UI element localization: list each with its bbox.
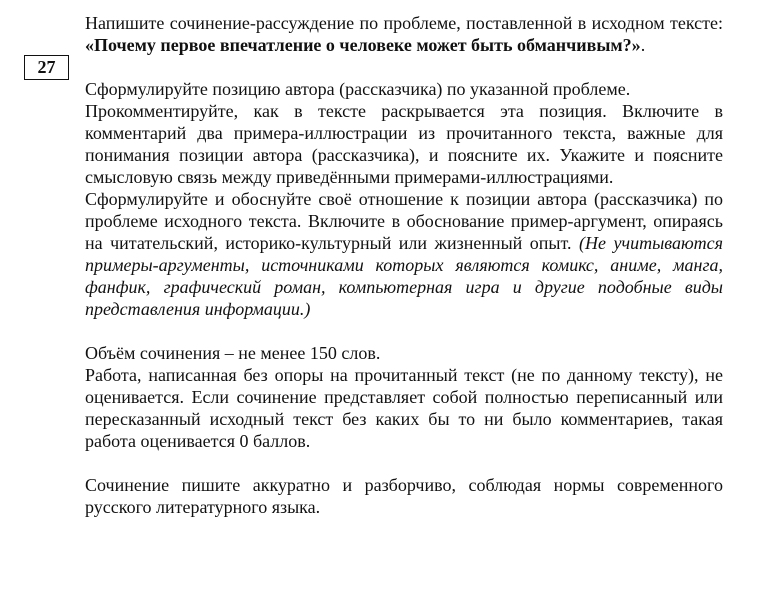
instruction-position: Сформулируйте позицию автора (рассказчика) по указанной проблеме.: [85, 79, 631, 99]
task-number-box: 27: [24, 55, 69, 80]
closing-instruction: Сочинение пишите аккуратно и разборчиво, соблюдая нормы современного русского литературного языка.: [85, 475, 723, 517]
volume-requirement: Объём сочинения – не менее 150 слов.: [85, 343, 381, 363]
task-prompt: [85, 12, 723, 56]
prompt-intro: Напишите сочинение-рассуждение по проблеме, поставленной в исходном тексте:: [85, 13, 723, 33]
prompt-end: .: [640, 35, 646, 55]
exclusion-note: (Не учитываются примеры-аргументы, источниками которых являются комикс, аниме, манга, фанфик, графический роман, компьютерная игра и другие подобные виды представления информации.): [85, 233, 723, 319]
attitude-text: Сформулируйте и обоснуйте своё отношение к позиции автора (рассказчика) по проблеме исходного текста. Включите в обоснование пример-аргумент, опираясь на читательский, историко-культурный или жизненный опыт.: [85, 189, 723, 253]
instruction-attitude: [85, 188, 723, 320]
task-content: [85, 12, 723, 518]
problem-question: «Почему первое впечатление о человеке может быть обманчивым?»: [85, 35, 641, 55]
instruction-comment: Прокомментируйте, как в тексте раскрывается эта позиция. Включите в комментарий два примера-иллюстрации из прочитанного текста, важные для понимания позиции автора (рассказчика), и поясните их. Укажите и поясните смысловую связь между приведёнными примерами-иллюстрациями.: [85, 101, 723, 187]
zero-score-rule: Работа, написанная без опоры на прочитанный текст (не по данному тексту), не оценивается. Если сочинение представляет собой полностью переписанный или пересказанный исходный текст без каких бы то ни было комментариев, такая работа оценивается 0 баллов.: [85, 365, 723, 451]
